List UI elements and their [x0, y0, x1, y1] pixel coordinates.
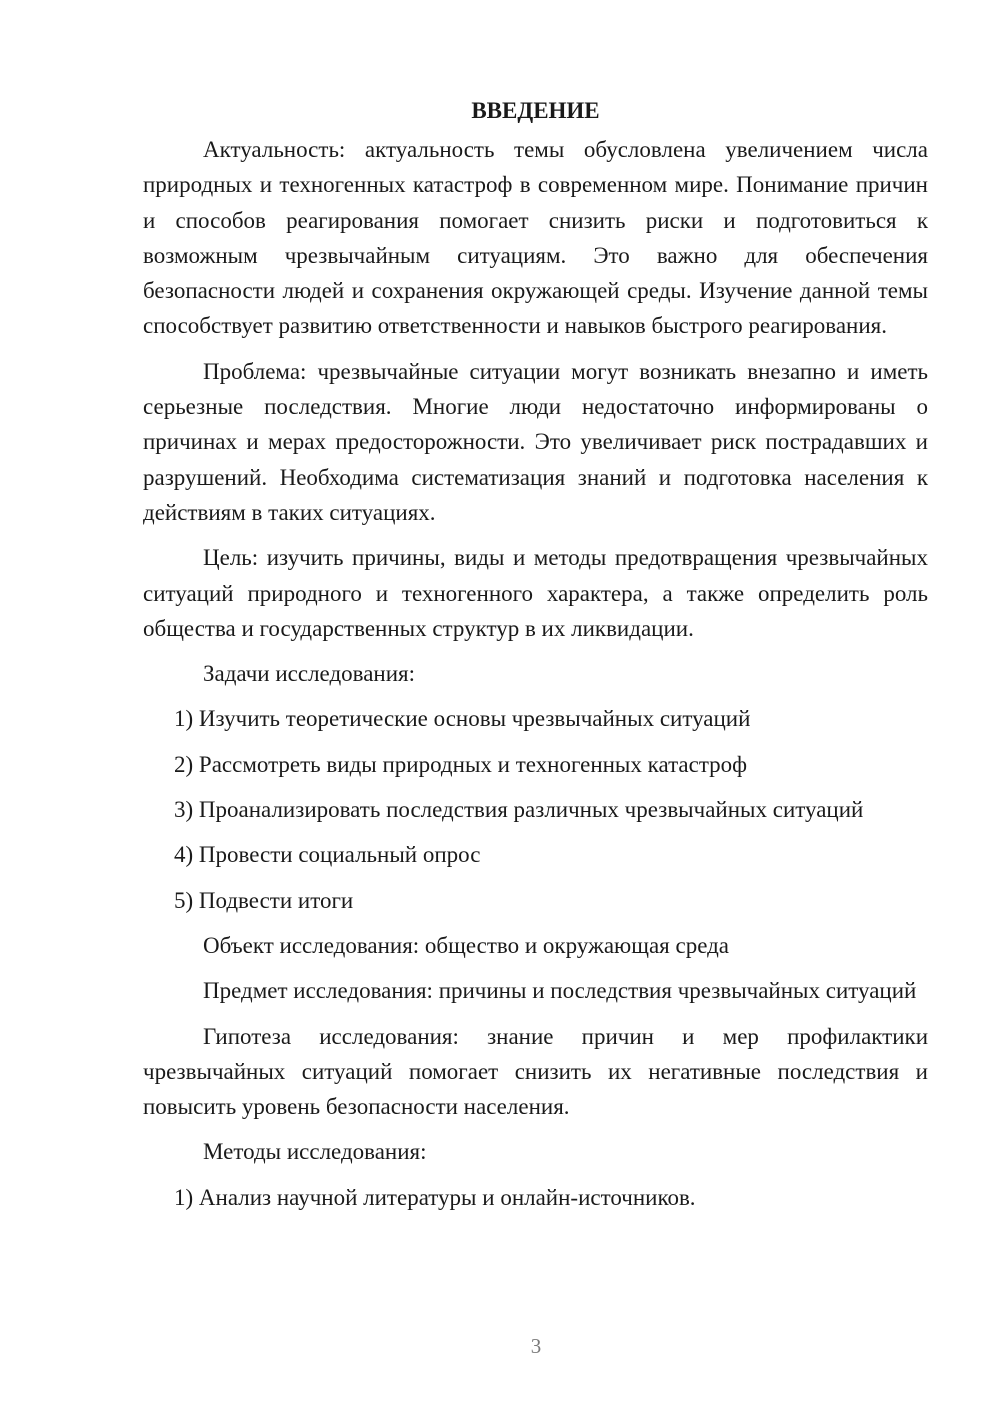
hypothesis-paragraph: Гипотеза исследования: знание причин и мер профилактики чрезвычайных ситуаций помогает снизить их негативные последствия и повысить уровень безопасности населения. [143, 1023, 928, 1120]
subject-paragraph: Предмет исследования: причины и последствия чрезвычайных ситуаций [203, 978, 917, 1004]
problem-paragraph: Проблема: чрезвычайные ситуации могут возникать внезапно и иметь серьезные последствия. Многие люди недостаточно информированы о причинах и мерах предосторожности. Это увеличивает риск пострадавших и разрушений. Необходима систематизация знаний и подготовка населения к действиям в таких ситуациях. [143, 358, 928, 525]
method-item-1: 1) Анализ научной литературы и онлайн-источников. [174, 1184, 696, 1210]
task-item-5: 5) Подвести итоги [174, 887, 354, 913]
page-content [143, 96, 928, 1225]
goal-paragraph: Цель: изучить причины, виды и методы предотвращения чрезвычайных ситуаций природного и техногенного характера, а также определить роль общества и государственных структур в их ликвидации. [143, 545, 928, 641]
task-item-1: 1) Изучить теоретические основы чрезвычайных ситуаций [174, 706, 751, 732]
page-title: ВВЕДЕНИЕ [471, 98, 600, 123]
methods-heading: Методы исследования: [203, 1139, 427, 1165]
task-item-3: 3) Проанализировать последствия различных чрезвычайных ситуаций [174, 797, 864, 823]
page-number: 3 [530, 1334, 542, 1358]
object-paragraph: Объект исследования: общество и окружающая среда [203, 932, 730, 958]
tasks-heading: Задачи исследования: [203, 661, 416, 687]
task-item-4: 4) Провести социальный опрос [174, 842, 481, 868]
relevance-paragraph: Актуальность: актуальность темы обусловлена увеличением числа природных и техногенных катастроф в современном мире. Понимание причин и способов реагирования помогает снизить риски и подготовиться к возможным чрезвычайным ситуациям. Это важно для обеспечения безопасности людей и сохранения окружающей среды. Изучение данной темы способствует развитию ответственности и навыков быстрого реагирования. [143, 137, 928, 339]
task-item-2: 2) Рассмотреть виды природных и техногенных катастроф [174, 751, 748, 777]
